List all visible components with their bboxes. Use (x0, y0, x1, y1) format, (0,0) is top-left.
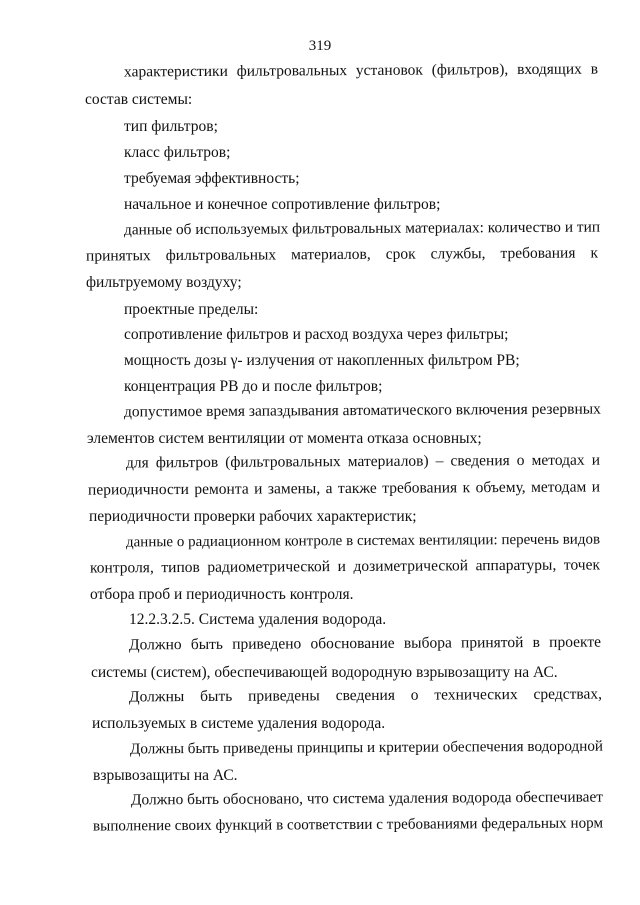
text-line: требуемая эффективность; (124, 170, 300, 187)
text-line: взрывозащиты на АС. (93, 767, 238, 784)
text-line: тип фильтров; (124, 118, 218, 135)
text-line: для фильтров (фильтровальных материалов) – сведения о методах и (125, 451, 601, 472)
text-line: периодичности ремонта и замены, а также требования к объему, методам и (87, 478, 601, 499)
text-line: данные о радиационном контроле в системах вентиляции: перечень видов (125, 531, 601, 551)
text-line: контроля, типов радиометрической и дозиметрической аппаратуры, точек (89, 556, 601, 577)
text-line: мощность дозы γ- излучения от накопленных фильтром РВ; (124, 352, 520, 369)
text-line: фильтруемому воздуху; (86, 274, 242, 291)
text-line: Должно быть обосновано, что система удаления водорода обеспечивает (130, 788, 604, 809)
text-line: концентрация РВ до и после фильтров; (124, 378, 383, 395)
text-line: характеристики фильтровальных установок (фильтров), входящих в (123, 60, 599, 81)
text-line: данные об используемых фильтровальных материалах: количество и тип (123, 218, 601, 239)
text-line: начальное и конечное сопротивление фильтров; (124, 196, 441, 213)
text-line: состав системы: (85, 91, 193, 108)
page-number: 319 (308, 38, 332, 54)
text-line: 12.2.3.2.5. Система удаления водорода. (129, 611, 387, 628)
text-line: принятых фильтровальных материалов, срок службы, требования к (85, 244, 599, 265)
text-line: системы (систем), обеспечивающей водородную взрывозащиту на АС. (91, 664, 558, 681)
text-line: Должны быть приведены сведения о технических средствах, (128, 685, 603, 706)
text-line: используемых в системе удаления водорода. (92, 715, 386, 732)
text-line: проектные пределы: (124, 301, 259, 318)
text-line: класс фильтров; (124, 144, 231, 161)
text-line: элементов систем вентиляции от момента отказа основных; (87, 430, 482, 447)
text-line: Должно быть приведено обоснование выбора принятой в проекте (128, 633, 602, 654)
text-line: отбора проб и периодичность контроля. (90, 586, 354, 603)
text-line: сопротивление фильтров и расход воздуха через фильтры; (124, 326, 509, 343)
text-line: допустимое время запаздывания автоматического включения резервных (123, 400, 601, 421)
text-line: периодичности проверки рабочих характеристик; (89, 508, 417, 525)
text-line: Должны быть приведены принципы и критерии обеспечения водородной (129, 737, 604, 758)
text-line: выполнение своих функций в соответствии с требованиями федеральных норм (92, 815, 604, 835)
